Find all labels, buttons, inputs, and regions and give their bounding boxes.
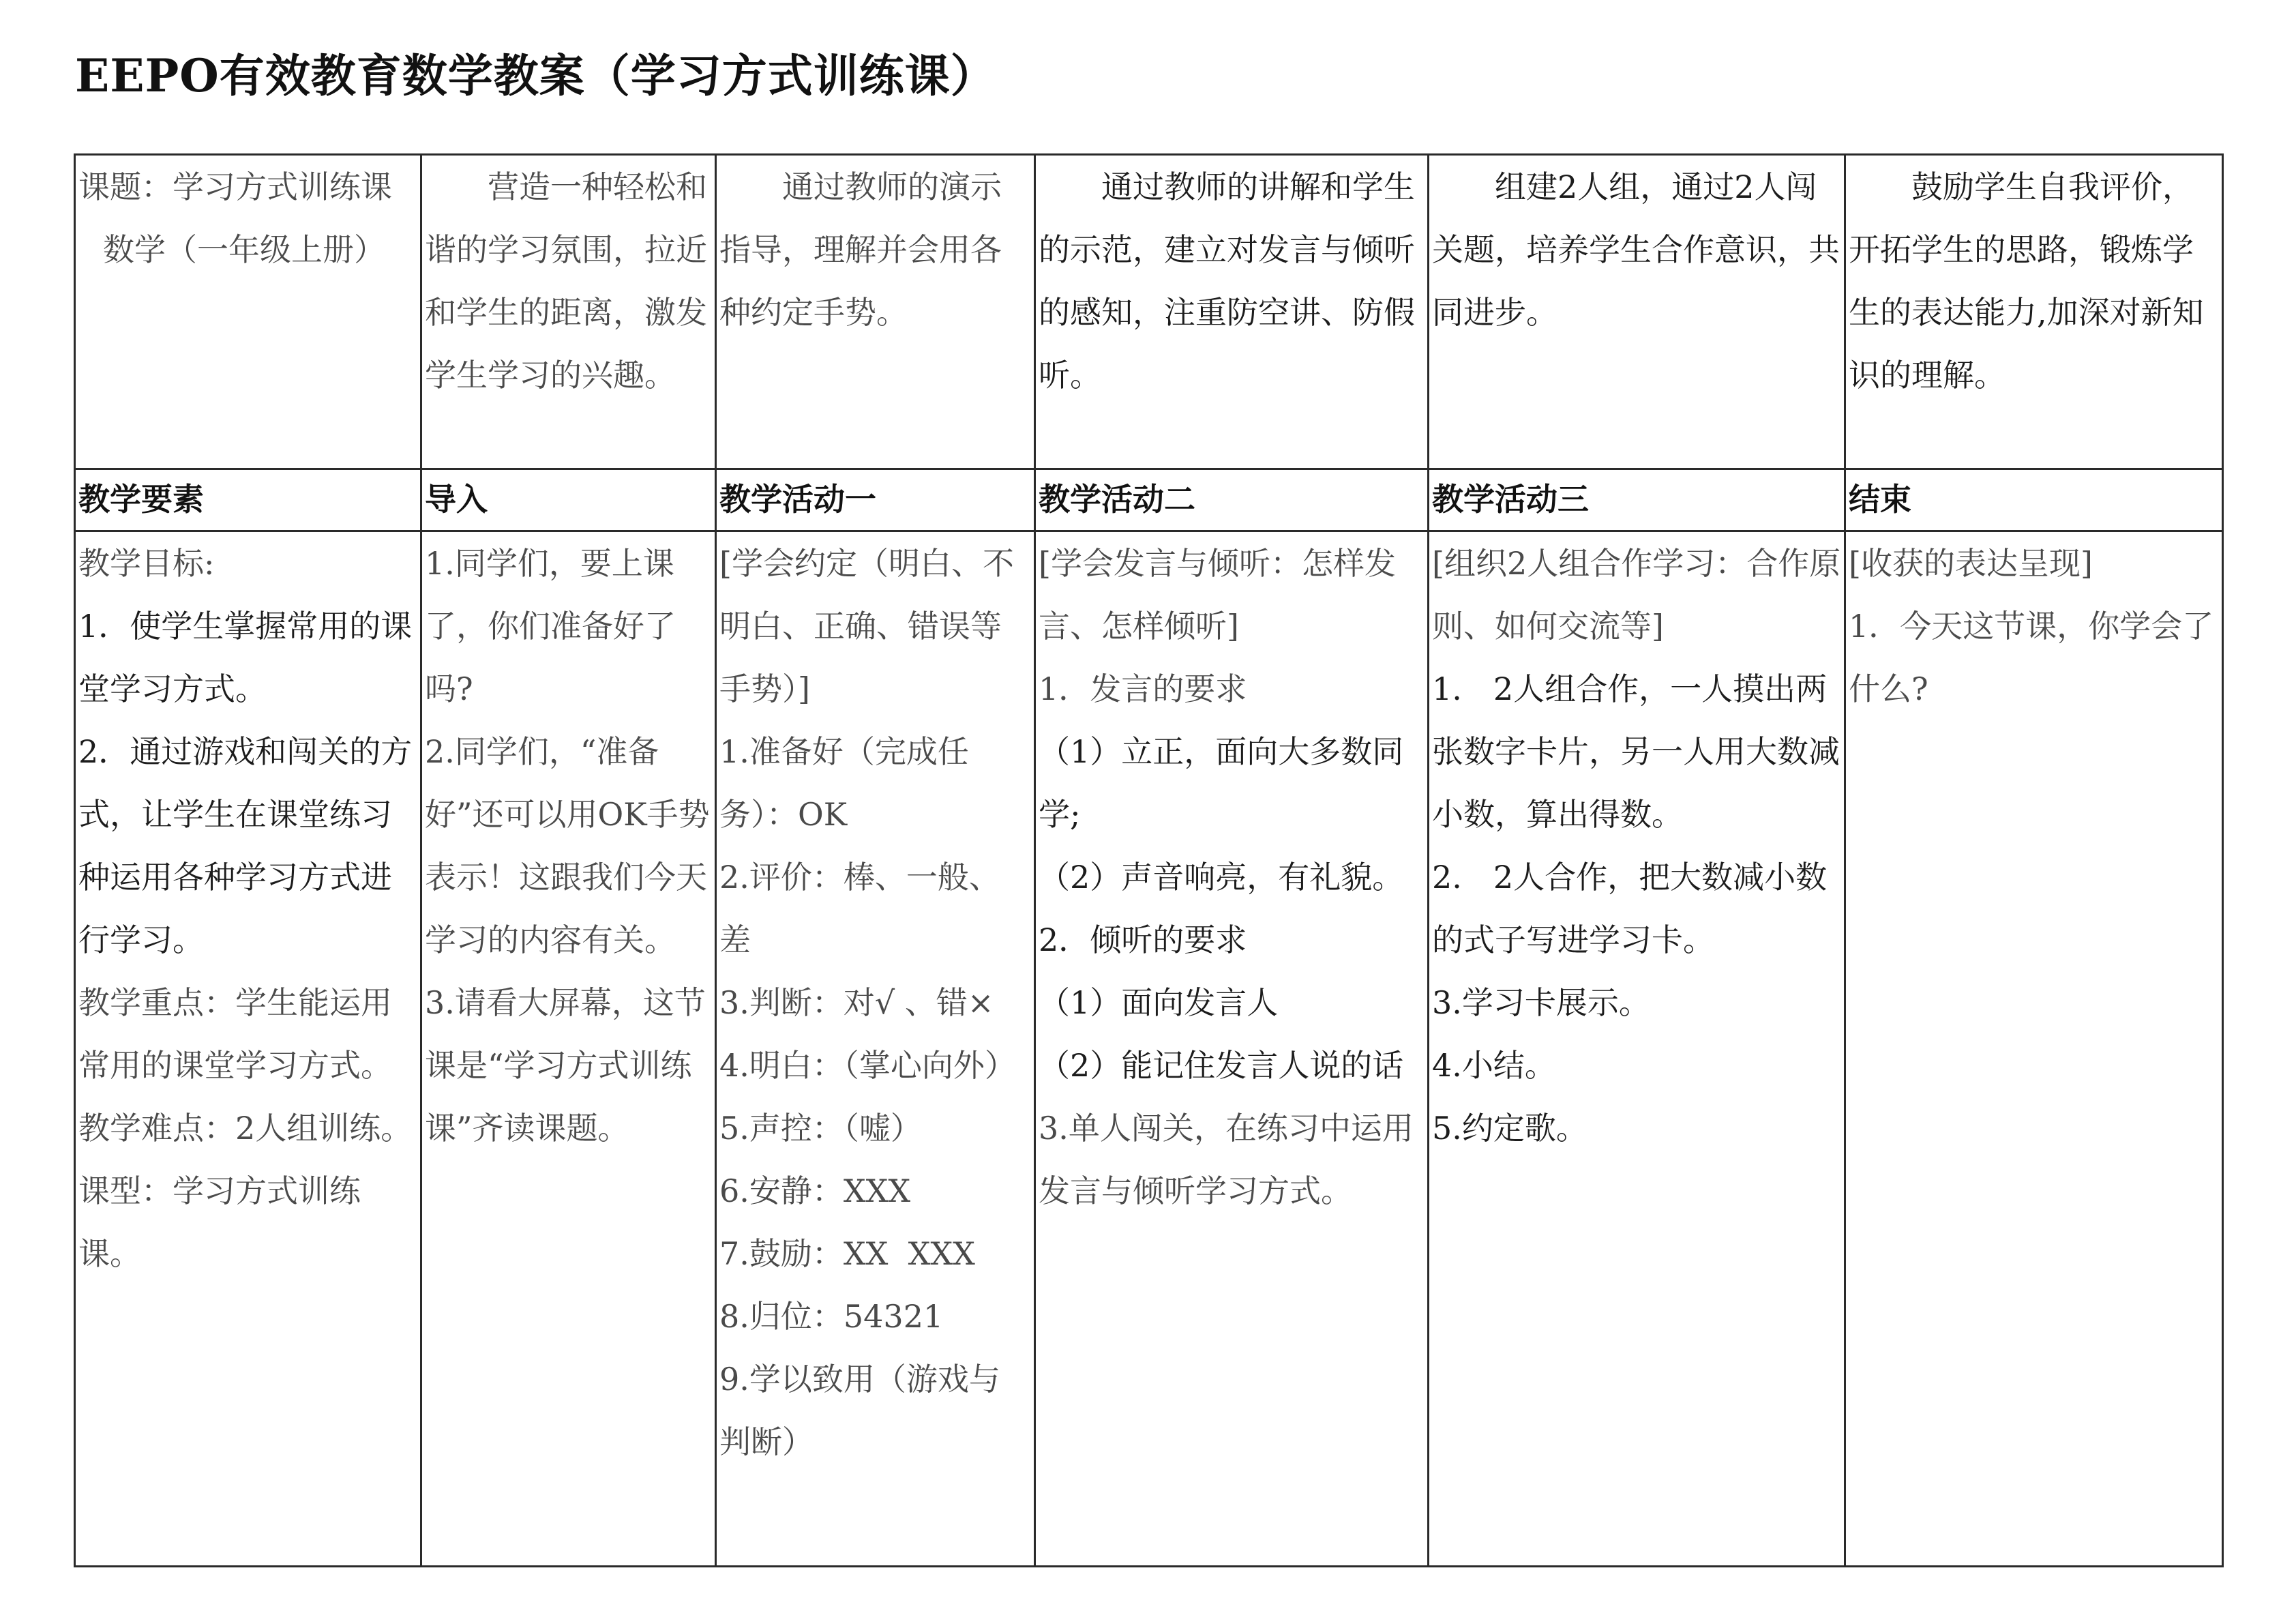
- header-activity2: 教学活动二: [1035, 469, 1429, 531]
- content-row: [75, 531, 2223, 1567]
- lesson-type: 课型：学习方式训练课。: [78, 1172, 361, 1272]
- key-point: 教学重点：学生能运用常用的课堂学习方式。: [78, 984, 392, 1084]
- activity3-item: 3.学习卡展示。: [1432, 984, 1650, 1021]
- objectives-label: 教学目标:: [78, 545, 215, 582]
- ending-goal-text: 鼓励学生自我评价，开拓学生的思路，锻炼学生的表达能力,加深对新知识的理解。: [1849, 168, 2204, 394]
- intro-goal-cell: [421, 155, 716, 469]
- activity2-cell: [1035, 531, 1429, 1567]
- activity2-item: 2．倾听的要求: [1039, 921, 1247, 958]
- activity1-item: 2.评价：棒、一般、差: [719, 859, 1000, 958]
- activity3-goal-text: 组建2人组，通过2人闯关题，培养学生合作意识，共同进步。: [1432, 168, 1840, 331]
- activity3-goal-cell: [1429, 155, 1845, 469]
- elements-cell: [75, 531, 421, 1567]
- intro-cell: [421, 531, 716, 1567]
- activity3-item: 4.小结。: [1432, 1047, 1556, 1084]
- activity1-item: 8.归位：54321: [719, 1298, 944, 1335]
- activity1-goal-text: 通过教师的演示指导，理解并会用各种约定手势。: [719, 168, 1002, 331]
- objective-item: 2．通过游戏和闯关的方式，让学生在课堂练习种运用各种学习方式进行学习。: [78, 733, 413, 958]
- ending-item: [收获的表达呈现]: [1849, 545, 2093, 582]
- ending-goal-cell: [1845, 155, 2223, 469]
- activity1-item: 9.学以致用（游戏与判断）: [719, 1361, 1000, 1460]
- subject-line: 数学（一年级上册）: [103, 231, 385, 268]
- activity1-item: [学会约定（明白、不明白、正确、错误等手势）]: [719, 545, 1014, 707]
- activity1-item: 4.明白：（掌心向外）: [719, 1047, 1016, 1084]
- header-ending: 结束: [1845, 469, 2223, 531]
- header-intro: 导入: [421, 469, 716, 531]
- activity3-item: 5.约定歌。: [1432, 1110, 1587, 1147]
- ending-cell: [1845, 531, 2223, 1567]
- activity3-item: 1. 2人组合作，一人摸出两张数字卡片，另一人用大数减小数，算出得数。: [1432, 670, 1840, 833]
- topic-cell: [75, 155, 421, 469]
- activity3-item: 2. 2人合作，把大数减小数的式子写进学习卡。: [1432, 859, 1828, 958]
- intro-item: 2.同学们，“准备好”还可以用OK手势表示！这跟我们今天学习的内容有关。: [425, 733, 710, 958]
- difficult-point: 教学难点：2人组训练。: [78, 1110, 413, 1147]
- activity2-item: （1）面向发言人: [1039, 984, 1279, 1021]
- activity2-item: （2）声音响亮，有礼貌。: [1039, 859, 1404, 896]
- lesson-plan-table: [74, 153, 2224, 1567]
- activity3-cell: [1429, 531, 1845, 1567]
- activity2-item: 3.单人闯关，在练习中运用发言与倾听学习方式。: [1039, 1110, 1414, 1209]
- activity2-goal-cell: [1035, 155, 1429, 469]
- activity3-item: [组织2人组合作学习：合作原则、如何交流等]: [1432, 545, 1841, 645]
- activity2-item: （2）能记住发言人说的话: [1039, 1047, 1404, 1084]
- header-activity1: 教学活动一: [716, 469, 1035, 531]
- activity1-item: 1.准备好（完成任务）：OK: [719, 733, 969, 833]
- page-title: EEPO有效教育数学教案（学习方式训练课）: [75, 49, 996, 102]
- activity2-item: 1．发言的要求: [1039, 670, 1247, 707]
- intro-item: 1.同学们，要上课了，你们准备好了吗?: [425, 545, 676, 707]
- header-row: [75, 469, 2223, 531]
- header-activity3: 教学活动三: [1429, 469, 1845, 531]
- activity1-item: 6.安静：XXX: [719, 1172, 911, 1209]
- ending-item: 1．今天这节课，你学会了什么?: [1849, 608, 2214, 707]
- activity1-item: 7.鼓励：XX XXX: [719, 1235, 975, 1272]
- activity1-item: 3.判断：对√ 、错×: [719, 984, 994, 1021]
- header-elements: 教学要素: [75, 469, 421, 531]
- goals-row: [75, 155, 2223, 469]
- intro-item: 3.请看大屏幕，这节课是“学习方式训练课”齐读课题。: [425, 984, 706, 1147]
- intro-goal-text: 营造一种轻松和谐的学习氛围，拉近和学生的距离，激发学生学习的兴趣。: [425, 168, 707, 394]
- activity1-cell: [716, 531, 1035, 1567]
- objective-item: 1．使学生掌握常用的课堂学习方式。: [78, 608, 413, 707]
- activity2-item: [学会发言与倾听：怎样发言、怎样倾听]: [1039, 545, 1396, 645]
- activity1-goal-cell: [716, 155, 1035, 469]
- topic-line: 课题：学习方式训练课: [78, 168, 392, 205]
- activity2-item: （1）立正，面向大多数同学;: [1039, 733, 1404, 833]
- activity1-item: 5.声控：（嘘）: [719, 1110, 922, 1147]
- activity2-goal-text: 通过教师的讲解和学生的示范，建立对发言与倾听的感知，注重防空讲、防假听。: [1039, 168, 1415, 394]
